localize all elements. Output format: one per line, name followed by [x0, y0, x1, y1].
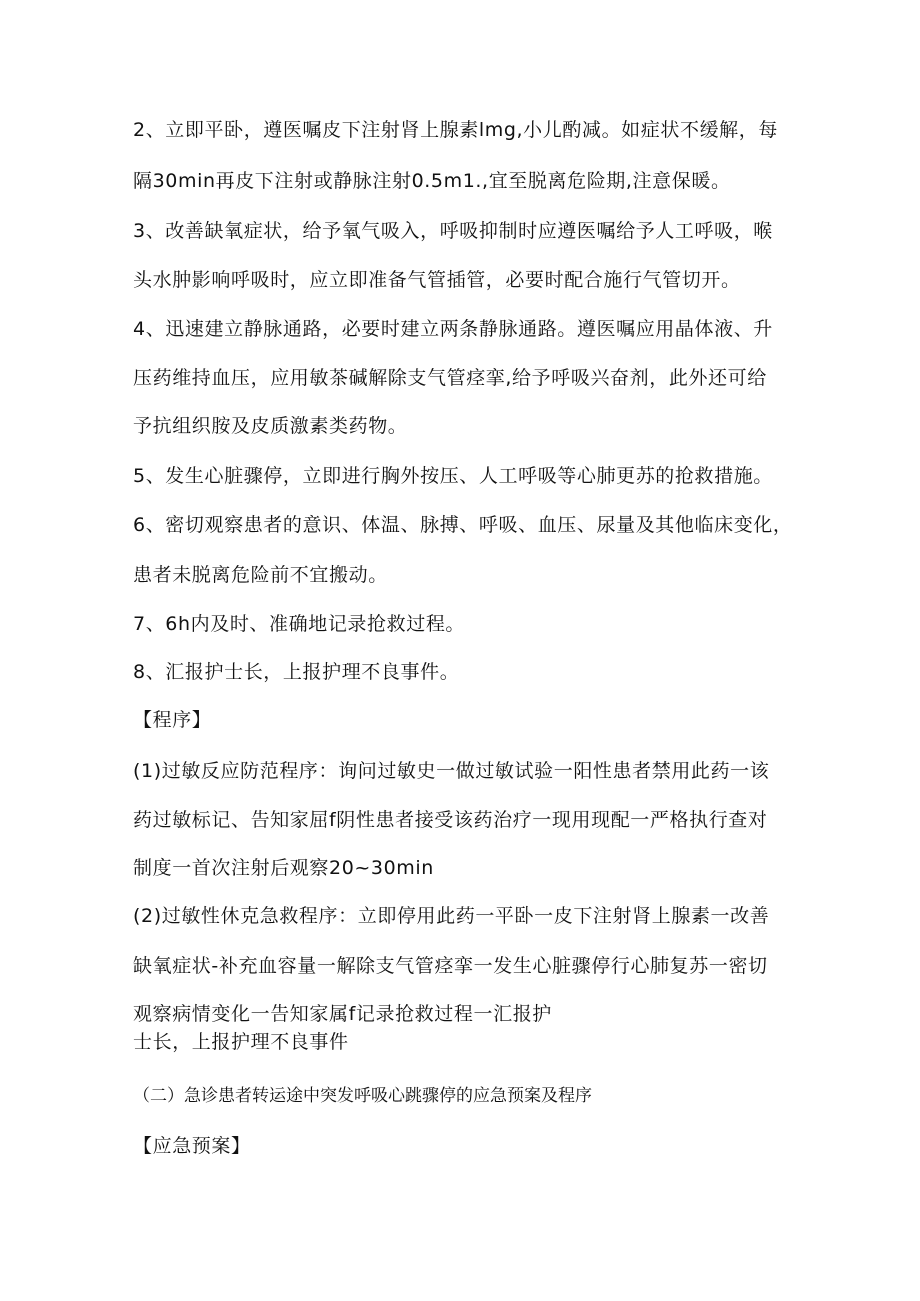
text-line: 缺氧症状-补充血容量一解除支气管痉挛一发生心脏骤停行心肺复苏一密切	[133, 955, 768, 977]
text-line: 头水肿影响呼吸时，应立即准备气管插管，必要时配合施行气管切开。	[133, 269, 741, 291]
text-line: 5、发生心脏骤停，立即进行胸外按压、人工呼吸等心肺更苏的抢救措施。	[133, 465, 773, 487]
text-line: 隔30min再皮下注射或静脉注射0.5m1.,宜至脱离危险期,注意保暖。	[133, 170, 731, 192]
text-line: (2)过敏性休克急救程序：立即停用此药一平卧一皮下注射肾上腺素一改善	[133, 905, 770, 927]
section-heading: 【应急预案】	[133, 1135, 251, 1157]
section-heading: 【程序】	[133, 709, 212, 731]
text-line: 士长，上报护理不良事件	[133, 1031, 349, 1053]
text-line: 压药维持血压，应用敏茶碱解除支气管痉挛,给予呼吸兴奋剂，此外还可给	[133, 367, 767, 389]
text-line: 3、改善缺氧症状，给予氧气吸入，呼吸抑制时应遵医嘱给予人工呼吸，喉	[133, 220, 773, 242]
text-line: 7、6h内及时、准确地记录抢救过程。	[133, 613, 466, 635]
text-line: 药过敏标记、告知家屈f阴性患者接受该药治疗一现用现配一严格执行查对	[133, 809, 768, 831]
section-title: （二）急诊患者转运途中突发呼吸心跳骤停的应急预案及程序	[133, 1086, 592, 1106]
text-line: 予抗组织胺及皮质激素类药物。	[133, 415, 408, 437]
text-line: 制度一首次注射后观察20~30min	[133, 857, 434, 879]
text-line: 4、迅速建立静脉通路，必要时建立两条静脉通路。遵医嘱应用晶体液、升	[133, 318, 773, 340]
text-line: (1)过敏反应防范程序：询问过敏史一做过敏试验一阳性患者禁用此药一该	[133, 760, 770, 782]
text-line: 8、汇报护士长，上报护理不良事件。	[133, 661, 460, 683]
text-line: 患者未脱离危险前不宜搬动。	[133, 564, 388, 586]
text-line: 2、立即平卧，遵医嘱皮下注射肾上腺素lmg,小儿酌减。如症状不缓解，每	[133, 119, 778, 141]
text-line: 观察病情变化一告知家属f记录抢救过程一汇报护	[133, 1003, 552, 1025]
text-line: 6、密切观察患者的意识、体温、脉搏、呼吸、血压、尿量及其他临床变化，	[133, 514, 793, 536]
